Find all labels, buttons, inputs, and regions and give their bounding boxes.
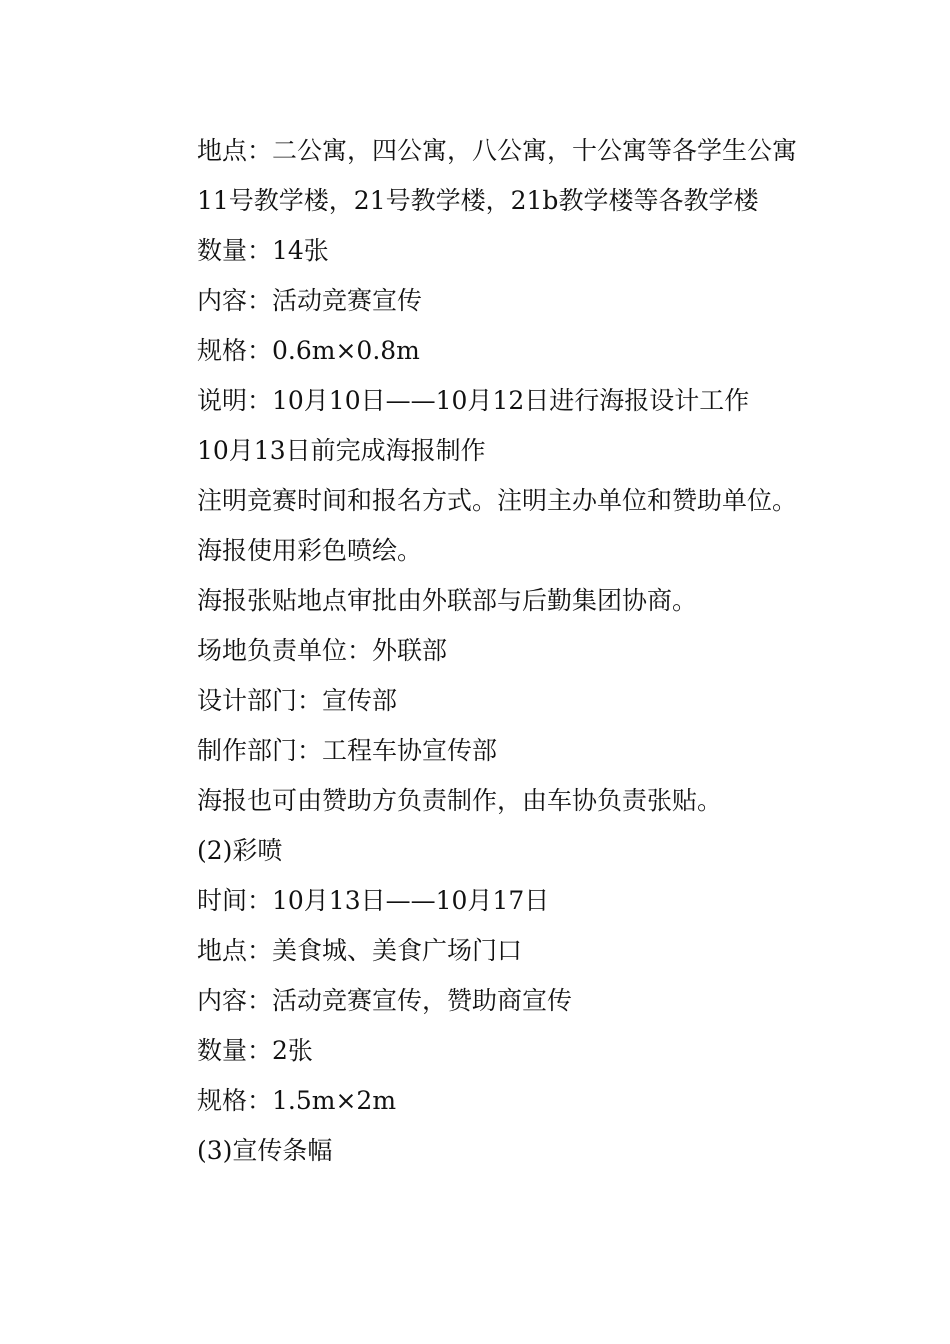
text-line-quantity: 数量：14张 (197, 236, 329, 265)
text-line-time: 时间：10月13日——10月17日 (197, 886, 550, 915)
text-line-teaching-buildings: 11号教学楼，21号教学楼，21b教学楼等各教学楼 (197, 186, 759, 215)
text-line-deadline: 10月13日前完成海报制作 (197, 436, 486, 465)
text-line-spec-2: 规格：1.5m×2m (197, 1086, 397, 1115)
text-line-venue-unit: 场地负责单位：外联部 (197, 636, 448, 665)
text-line-location-dorms: 地点：二公寓，四公寓，八公寓，十公寓等各学生公寓 (197, 136, 798, 165)
text-line-spec: 规格：0.6m×0.8m (197, 336, 420, 365)
text-line-note-time: 注明竞赛时间和报名方式。注明主办单位和赞助单位。 (197, 486, 798, 515)
text-line-description: 说明：10月10日——10月12日进行海报设计工作 (197, 386, 750, 415)
text-line-content-sponsor: 内容：活动竞赛宣传，赞助商宣传 (197, 986, 573, 1015)
section-heading-color-spray: (2)彩喷 (197, 836, 283, 865)
text-line-production-dept: 制作部门：工程车协宣传部 (197, 736, 498, 765)
text-line-location-food: 地点：美食城、美食广场门口 (197, 936, 523, 965)
text-line-quantity-2: 数量：2张 (197, 1036, 313, 1065)
section-heading-banner: (3)宣传条幅 (197, 1136, 333, 1165)
text-line-sponsor-note: 海报也可由赞助方负责制作，由车协负责张贴。 (197, 786, 723, 815)
text-line-design-dept: 设计部门：宣传部 (197, 686, 398, 715)
text-line-content: 内容：活动竞赛宣传 (197, 286, 423, 315)
text-line-color-print: 海报使用彩色喷绘。 (197, 536, 423, 565)
text-line-approval: 海报张贴地点审批由外联部与后勤集团协商。 (197, 586, 698, 615)
document-body (145, 126, 810, 1176)
